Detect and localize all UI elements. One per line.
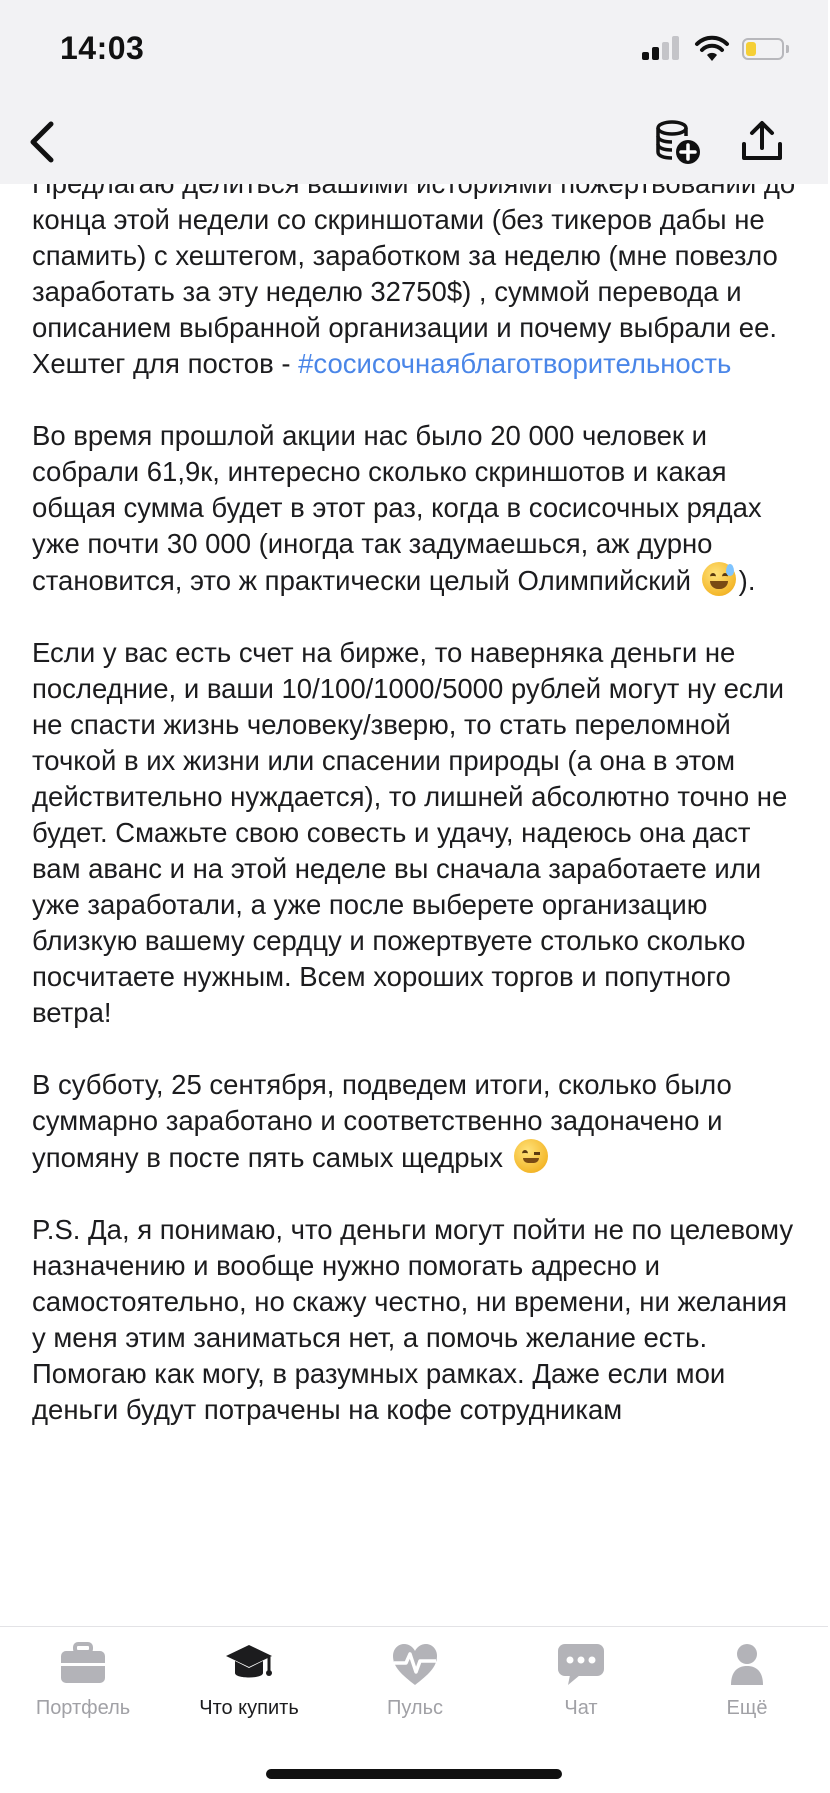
status-icons [642, 34, 792, 66]
person-icon [722, 1641, 772, 1687]
tab-label: Ещё [726, 1697, 768, 1719]
share-button[interactable] [730, 110, 794, 174]
tab-label: Чат [564, 1697, 598, 1719]
briefcase-icon [58, 1641, 108, 1687]
tab-what-to-buy[interactable] [166, 1627, 332, 1737]
post-body [32, 166, 802, 1464]
back-button[interactable] [10, 110, 74, 174]
tab-label: Что купить [199, 1697, 299, 1719]
post-paragraph: В субботу, 25 сентября, подведем итоги, сколько было суммарно заработано и соответственно задоначено и упомяну в посте пять самых щедрых [32, 1069, 732, 1173]
post-paragraph: конца этой недели со скриншотами (без тикеров дабы не спамить) с хештегом, заработком за неделю (мне повезло заработать за эту неделю 32750$) , суммой перевода и описанием выбранной организации и почему выбрали ее. Хештег для постов - #сосисочнаяблаготворительность [32, 204, 778, 379]
hashtag-link[interactable]: #сосисочнаяблаготворительность [298, 348, 732, 379]
post-paragraph: P.S. Да, я понимаю, что деньги могут пойти не по целевому назначению и вообще нужно помогать адресно и самостоятельно, но скажу честно, ни времени, ни желания у меня этим заниматься нет, а помочь желание есть. Помогаю как могу, в разумных рамках. Даже если мои деньги будут потрачены на кофе сотрудникам [32, 1214, 794, 1425]
graduation-cap-icon [224, 1641, 274, 1687]
home-indicator[interactable] [266, 1769, 562, 1779]
coins-add-icon [654, 118, 702, 166]
chevron-left-icon [25, 120, 59, 164]
tab-label: Пульс [386, 1697, 444, 1719]
post-paragraph: Если у вас есть счет на бирже, то наверняка деньги не последние, и ваши 10/100/1000/5000 рублей могут ну если не спасти жизнь человеку/зверю, то стать переломной точкой в их жизни или спасении природы (а она в этом действительно нуждается), то лишней абсолютно точно не будет. Смажьте свою совесть и удачу, надеюсь она даст вам аванс и на этой неделе вы сначала заработаете или уже заработали, а уже после выберете организацию близкую вашему сердцу и пожертвуете столько сколько посчитаете нужным. Всем хороших торгов и попутного ветра! [32, 637, 788, 1028]
cellular-signal-icon [642, 36, 682, 60]
tab-chat[interactable] [498, 1627, 664, 1737]
add-to-portfolio-button[interactable] [646, 110, 710, 174]
status-bar [0, 0, 828, 100]
nav-bar [0, 100, 828, 184]
chat-bubble-icon [556, 1641, 606, 1687]
tab-more[interactable] [664, 1627, 830, 1737]
tab-portfolio[interactable] [0, 1627, 166, 1737]
post-content[interactable] [0, 184, 828, 1626]
tab-pulse[interactable] [332, 1627, 498, 1737]
post-paragraph: Во время прошлой акции нас было 20 000 человек и собрали 61,9к, интересно сколько скриншотов и какая общая сумма будет в этот раз, когда в сосисочных рядах уже почти 30 000 (иногда так задумаешься, аж дурно становится, это ж практически целый Олимпийский ). [32, 420, 762, 596]
tab-label: Портфель [35, 1697, 131, 1719]
tab-bar [0, 1626, 828, 1793]
grinning-sweat-emoji [702, 562, 736, 596]
status-time: 14:03 [60, 30, 145, 66]
pulse-icon [390, 1641, 440, 1687]
battery-icon [742, 38, 790, 60]
wifi-icon [694, 34, 730, 64]
winking-face-emoji [514, 1139, 548, 1173]
share-icon [740, 120, 784, 164]
